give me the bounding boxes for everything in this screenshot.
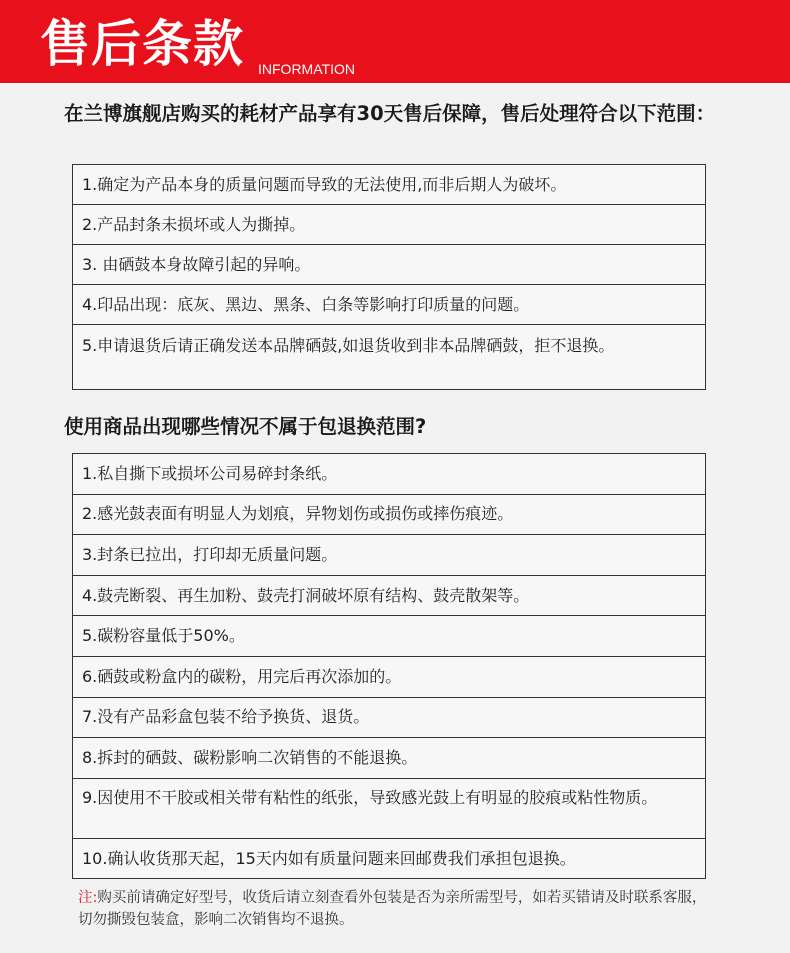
exclusion-item: 4.鼓壳断裂、再生加粉、鼓壳打洞破坏原有结构、鼓壳散架等。 (73, 576, 705, 617)
exclusions-heading: 使用商品出现哪些情况不属于包退换范围? (64, 415, 427, 438)
exclusion-item: 7.没有产品彩盒包装不给予换货、退货。 (73, 698, 705, 739)
covered-item: 2.产品封条未损坏或人为撕掉。 (73, 205, 705, 245)
covered-item: 4.印品出现：底灰、黑边、黑条、白条等影响打印质量的问题。 (73, 285, 705, 325)
exclusion-item: 2.感光鼓表面有明显人为划痕，异物划伤或损伤或摔伤痕迹。 (73, 495, 705, 536)
exclusion-item: 10.确认收货那天起，15天内如有质量问题来回邮费我们承担包退换。 (82, 849, 576, 869)
exclusion-item: 1.私自撕下或损坏公司易碎封条纸。 (73, 454, 705, 495)
exclusion-item: 9.因使用不干胶或相关带有粘性的纸张，导致感光鼓上有明显的胶痕或粘性物质。 (73, 779, 705, 839)
covered-item: 5.申请退货后请正确发送本品牌硒鼓,如退货收到非本品牌硒鼓，拒不退换。 (82, 336, 615, 355)
header-banner (0, 0, 790, 83)
note-label: 注: (78, 890, 98, 906)
note-text: 购买前请确定好型号，收货后请立刻查看外包装是否为亲所需型号，如若买错请及时联系客服，切勿撕毁包装盒，影响二次销售均不退换。 (78, 890, 707, 928)
exclusion-item: 8.拆封的硒鼓、碳粉影响二次销售的不能退换。 (73, 738, 705, 779)
exclusion-item: 3.封条已拉出，打印却无质量问题。 (73, 535, 705, 576)
page-title: 售后条款 (40, 15, 244, 73)
covered-item: 3. 由硒鼓本身故障引起的异响。 (73, 245, 705, 285)
covered-list (72, 164, 706, 390)
page-subtitle: INFORMATION (258, 61, 355, 77)
covered-item: 1.确定为产品本身的质量问题而导致的无法使用,而非后期人为破坏。 (73, 165, 705, 205)
exclusion-item: 6.硒鼓或粉盒内的碳粉，用完后再次添加的。 (73, 657, 705, 698)
footer-note (78, 887, 718, 931)
intro-text: 在兰博旗舰店购买的耗材产品享有30天售后保障，售后处理符合以下范围： (64, 102, 716, 125)
exclusions-list (72, 453, 706, 879)
exclusion-item: 5.碳粉容量低于50%。 (73, 616, 705, 657)
